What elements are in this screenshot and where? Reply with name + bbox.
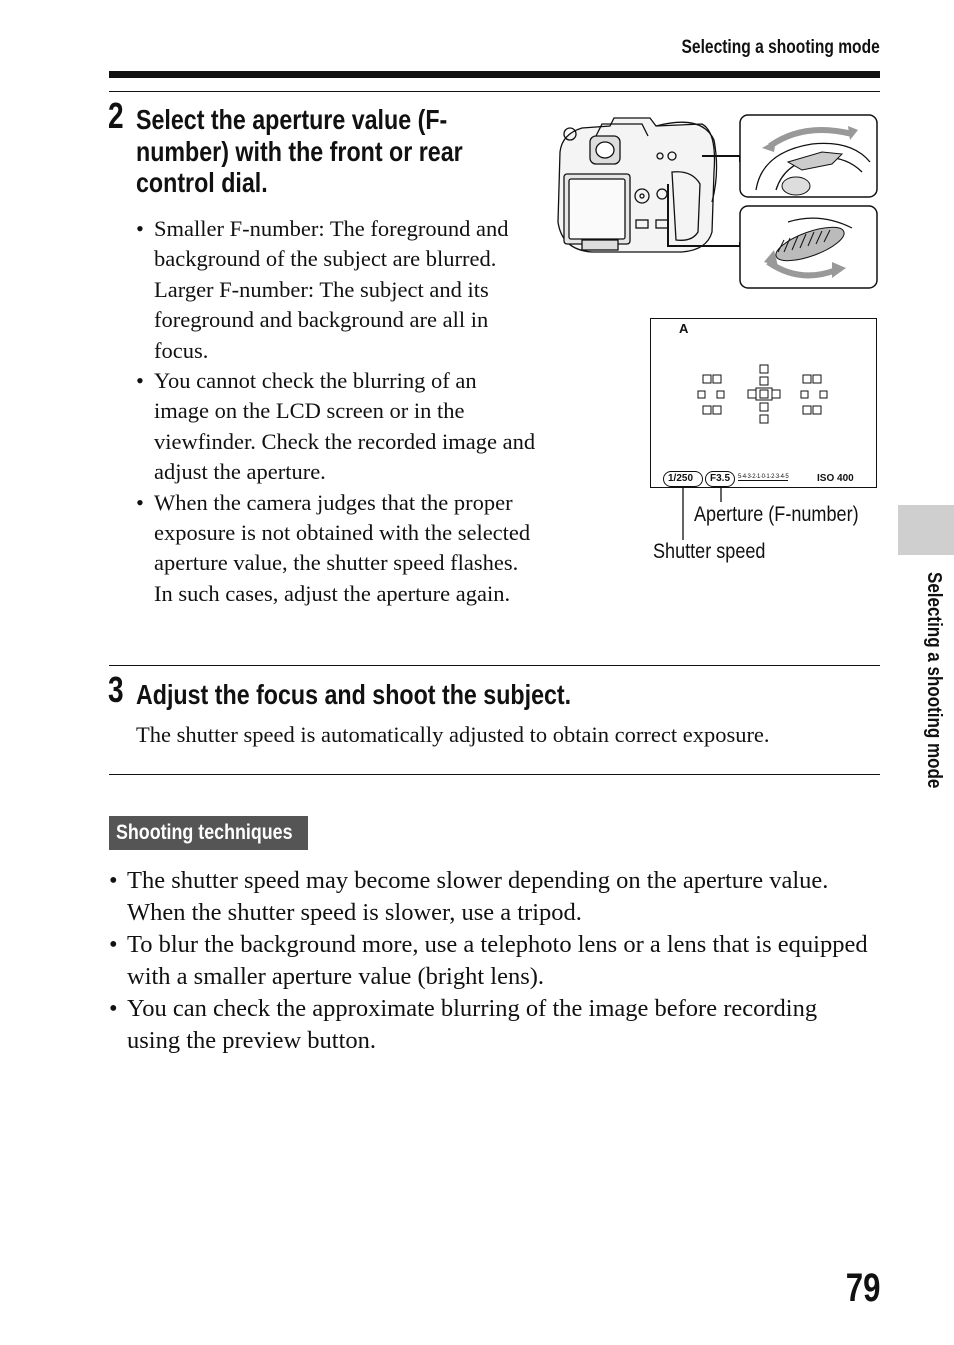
techniques-list xyxy=(109,865,869,1057)
step-2-title-line: control dial. xyxy=(136,167,268,198)
step-2-title-line: number) with the front or rear xyxy=(136,135,463,167)
list-item: • The shutter speed may become slower depending on the aperture value. When the shutter speed is slower, use a tripod. xyxy=(109,865,869,929)
list-item: • To blur the background more, use a telephoto lens or a lens that is equipped with a smaller aperture value (bright lens). xyxy=(109,929,869,993)
chapter-tab-label: Selecting a shooting mode xyxy=(923,572,945,789)
aperture-text: F3.5 xyxy=(710,473,731,484)
step-2-title xyxy=(136,102,530,201)
header-rule xyxy=(109,71,880,78)
chapter-tab xyxy=(898,505,954,555)
list-item: • Smaller F-number: The foreground and background of the subject are blurred. Larger F-number: The subject and its foreground and background are all in focus. xyxy=(136,214,536,366)
aperture-callout: Aperture (F-number) xyxy=(694,503,859,526)
step-2-number: 2 xyxy=(108,95,124,136)
list-item: • You cannot check the blurring of an image on the LCD screen or in the viewfinder. Check the recorded image and adjust the aperture. xyxy=(136,366,536,488)
exposure-scale: 5·4·3·2·1·0·1·2·3·4·5 xyxy=(738,474,789,480)
af-points xyxy=(695,363,835,425)
aperture-value xyxy=(705,471,735,487)
camera-dial-illustration xyxy=(552,112,882,292)
mode-indicator: A xyxy=(679,321,689,336)
shooting-techniques-badge xyxy=(109,816,308,850)
step3-top-rule xyxy=(109,665,880,666)
step3-bottom-rule xyxy=(109,774,880,775)
step-2-bullets xyxy=(136,214,536,609)
shutter-speed-text: 1/250 xyxy=(668,473,694,484)
step-3-title: Adjust the focus and shoot the subject. xyxy=(136,679,572,710)
step-3-text: The shutter speed is automatically adjusted to obtain correct exposure. xyxy=(136,722,770,747)
step-3-number: 3 xyxy=(108,669,124,710)
running-header: Selecting a shooting mode xyxy=(681,37,880,58)
page-number: 79 xyxy=(845,1266,880,1310)
step-2-title-line: Select the aperture value (F- xyxy=(136,104,448,135)
viewfinder-display xyxy=(650,318,877,488)
shutter-speed-value xyxy=(663,471,703,487)
iso-value: ISO 400 xyxy=(817,473,854,484)
shutter-callout: Shutter speed xyxy=(653,540,766,563)
shooting-techniques-label: Shooting techniques xyxy=(116,821,293,844)
list-item: • When the camera judges that the proper exposure is not obtained with the selected aperture value, the shutter speed flashes. In such cases, adjust the aperture again. xyxy=(136,488,536,610)
list-item: • You can check the approximate blurring of the image before recording using the preview button. xyxy=(109,993,869,1057)
step2-top-rule xyxy=(109,91,880,92)
